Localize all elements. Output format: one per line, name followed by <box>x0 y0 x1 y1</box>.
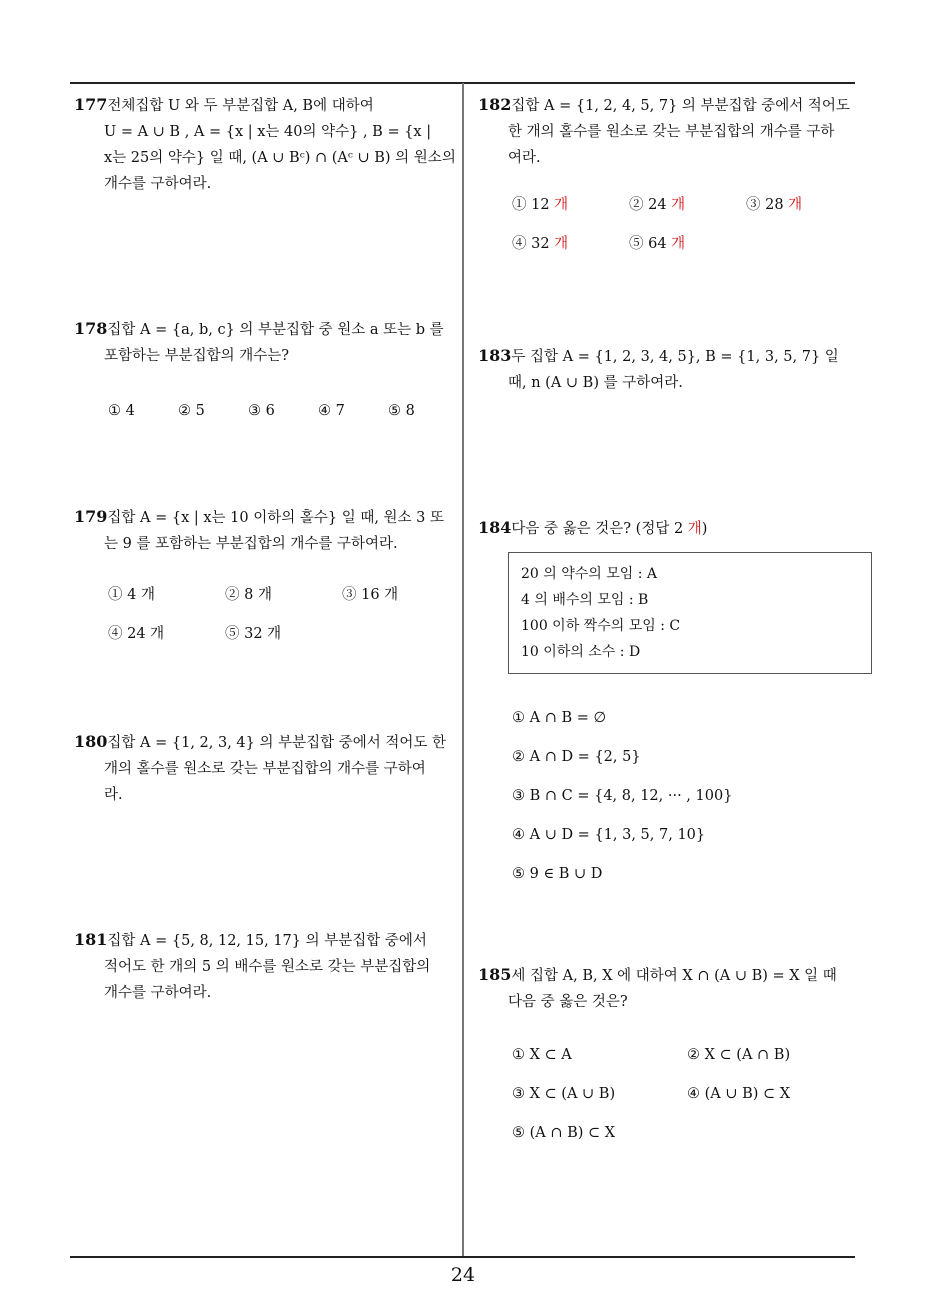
question-number: 179 <box>74 507 108 526</box>
question-text: 개의 홀수를 원소로 갖는 부분집합의 개수를 구하여 <box>104 761 426 777</box>
choice-4[interactable]: ④ A ∪ D = {1, 3, 5, 7, 10} <box>512 826 706 843</box>
choice-2[interactable]: ② X ⊂ (A ∩ B) <box>687 1046 791 1063</box>
question-number: 183 <box>478 346 512 365</box>
page-number: 24 <box>450 1264 476 1286</box>
question-number: 182 <box>478 95 512 114</box>
question-number: 181 <box>74 930 108 949</box>
question-text: 라. <box>104 787 123 803</box>
choice-3[interactable]: ③ 16 개 <box>342 586 399 603</box>
question-text: U = A ∪ B , A = {x | x는 40의 약수} , B = {x | <box>104 124 432 140</box>
answer-count-unit: 개 <box>687 521 702 537</box>
definition-line: 4 의 배수의 모임 : B <box>521 592 649 608</box>
question-text: 세 집합 A, B, X 에 대하여 X ∩ (A ∪ B) = X 일 때 <box>511 968 837 984</box>
question-text: 집합 A = {1, 2, 4, 5, 7} 의 부분집합 중에서 적어도 <box>511 98 850 114</box>
question-number: 185 <box>478 965 512 984</box>
choice-5[interactable]: ⑤ 32 개 <box>225 625 282 642</box>
bottom-rule <box>70 1256 855 1258</box>
choice-label: ② 24 <box>629 196 667 213</box>
question-181 <box>74 927 459 1006</box>
question-184 <box>478 515 863 893</box>
choice-unit: 개 <box>554 196 569 213</box>
question-text: 집합 A = {1, 2, 3, 4} 의 부분집합 중에서 적어도 한 <box>107 735 447 751</box>
choice-unit: 개 <box>788 196 803 213</box>
question-185 <box>478 962 863 1152</box>
question-179 <box>74 504 459 653</box>
question-180 <box>74 729 459 808</box>
definition-line: 20 의 약수의 모임 : A <box>521 566 658 582</box>
question-text: x는 25의 약수} 일 때, (A ∪ Bᶜ) ∩ (Aᶜ ∪ B) 의 원소의 <box>104 150 456 166</box>
question-text: 는 9 를 포함하는 부분집합의 개수를 구하여라. <box>104 536 398 552</box>
question-text: 포함하는 부분집합의 개수는? <box>104 348 290 364</box>
question-text: 개수를 구하여라. <box>104 176 212 192</box>
choice-2[interactable] <box>629 192 746 218</box>
choice-1[interactable]: ① A ∩ B = ∅ <box>512 709 607 726</box>
choice-5[interactable] <box>629 231 746 257</box>
question-text: 때, n (A ∪ B) 를 구하여라. <box>508 375 683 391</box>
choice-label: ④ 32 <box>512 235 550 252</box>
choice-1[interactable]: ① 4 개 <box>108 586 155 603</box>
choice-3[interactable]: ③ B ∩ C = {4, 8, 12, ··· , 100} <box>512 787 733 804</box>
choices <box>478 698 863 893</box>
question-number: 180 <box>74 732 108 751</box>
question-text: 한 개의 홀수를 원소로 갖는 부분집합의 개수를 구하 <box>508 124 835 140</box>
choice-5[interactable]: ⑤ 8 <box>388 402 415 419</box>
choices <box>74 391 459 430</box>
choice-1[interactable]: ① X ⊂ A <box>512 1046 572 1063</box>
question-182 <box>478 92 863 263</box>
choices <box>74 575 459 653</box>
question-text: 적어도 한 개의 5 의 배수를 원소로 갖는 부분집합의 <box>104 959 431 975</box>
question-text: 다음 중 옳은 것은? (정답 2 <box>511 521 684 537</box>
choice-unit: 개 <box>554 235 569 252</box>
choice-label: ③ 28 <box>746 196 784 213</box>
question-text: 여라. <box>508 150 541 166</box>
column-divider <box>462 83 464 1256</box>
question-text: 전체집합 U 와 두 부분집합 A, B에 대하여 <box>107 98 374 114</box>
definition-box <box>508 552 872 674</box>
question-177 <box>74 92 459 197</box>
choice-2[interactable]: ② A ∩ D = {2, 5} <box>512 748 641 765</box>
choice-4[interactable]: ④ 24 개 <box>108 625 165 642</box>
question-text: 개수를 구하여라. <box>104 985 212 1001</box>
choice-2[interactable]: ② 8 개 <box>225 586 272 603</box>
choice-3[interactable]: ③ X ⊂ (A ∪ B) <box>512 1085 616 1102</box>
choices <box>478 1035 863 1152</box>
choices <box>478 185 863 263</box>
question-text: 집합 A = {x | x는 10 이하의 홀수} 일 때, 원소 3 또 <box>107 510 445 526</box>
question-183 <box>478 343 863 396</box>
question-number: 184 <box>478 518 512 537</box>
choice-label: ⑤ 64 <box>629 235 667 252</box>
question-text: 집합 A = {a, b, c} 의 부분집합 중 원소 a 또는 b 를 <box>107 322 444 338</box>
choice-label: ① 12 <box>512 196 550 213</box>
choice-3[interactable]: ③ 6 <box>248 402 275 419</box>
choice-4[interactable] <box>512 231 629 257</box>
choice-3[interactable] <box>746 192 863 218</box>
choice-4[interactable]: ④ (A ∪ B) ⊂ X <box>687 1085 791 1102</box>
definition-line: 10 이하의 소수 : D <box>521 644 641 660</box>
choice-5[interactable]: ⑤ (A ∩ B) ⊂ X <box>512 1124 616 1141</box>
question-text: ) <box>701 521 708 537</box>
definition-line: 100 이하 짝수의 모임 : C <box>521 618 681 634</box>
choice-unit: 개 <box>671 235 686 252</box>
question-text: 두 집합 A = {1, 2, 3, 4, 5}, B = {1, 3, 5, 7} 일 <box>511 349 839 365</box>
choice-1[interactable]: ① 4 <box>108 402 135 419</box>
question-text: 집합 A = {5, 8, 12, 15, 17} 의 부분집합 중에서 <box>107 933 427 949</box>
question-number: 177 <box>74 95 108 114</box>
question-text: 다음 중 옳은 것은? <box>508 994 628 1010</box>
choice-unit: 개 <box>671 196 686 213</box>
choice-4[interactable]: ④ 7 <box>318 402 345 419</box>
choice-2[interactable]: ② 5 <box>178 402 205 419</box>
choice-1[interactable] <box>512 192 629 218</box>
question-178 <box>74 316 459 430</box>
question-number: 178 <box>74 319 108 338</box>
choice-5[interactable]: ⑤ 9 ∈ B ∪ D <box>512 865 603 882</box>
